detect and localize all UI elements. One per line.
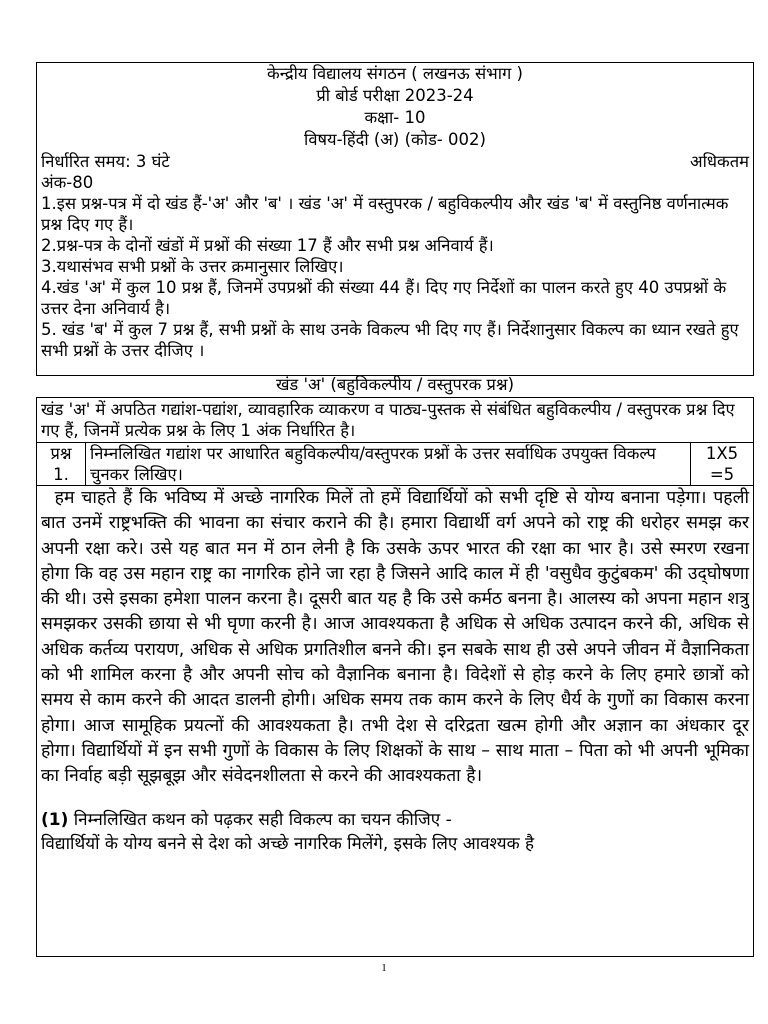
org-title: केन्द्रीय विद्यालय संगठन ( लखनऊ संभाग ) — [267, 64, 523, 83]
sub-question-statement: विद्यार्थियों के योग्य बनने से देश को अच्छे नागरिक मिलेंगे, इसके लिए आवश्यक है — [41, 833, 535, 854]
page-number: 1 — [381, 962, 387, 974]
instruction-4: 4.खंड 'अ' में कुल 10 प्रश्न हैं, जिनमें उपप्रश्नों की संख्या 44 हैं। दिए गए निर्देशों का पालन करते हुए 40 उपप्रश्नों के उत्तर देना अनिवार्य है। — [41, 278, 727, 318]
instruction-3: 3.यथासंभव सभी प्रश्नों के उत्तर क्रमानुसार लिखिए। — [41, 257, 344, 276]
spacer — [37, 790, 753, 808]
section-a-note: खंड 'अ' में अपठित गद्यांश-पद्यांश, व्यावहारिक व्याकरण व पाठ्य-पुस्तक से संबंधित बहुविकल्पीय / वस्तुपरक प्रश्न दिए गए हैं, जिनमें प्रत्येक प्रश्न के लिए 1 अंक निर्धारित है। — [41, 400, 735, 440]
max-label: अधिकतम — [690, 152, 749, 171]
question-number: 1. — [53, 465, 69, 484]
marks-bottom: =5 — [709, 465, 735, 484]
subject-label: विषय-हिंदी (अ) (कोड- 002) — [304, 130, 486, 149]
question-marks-cell — [690, 443, 753, 485]
time-label: निर्धारित समय: 3 घंटे — [41, 152, 170, 171]
passage-text: हम चाहते हैं कि भविष्य में अच्छे नागरिक मिलें तो हमें विद्यार्थियों को सभी दृष्टि से योग्य बनाना पड़ेगा। पहली बात उनमें राष्ट्रभक्ति की भावना का संचार कराने की है। हमारा विद्यार्थी वर्ग अपने को राष्ट्र की धरोहर समझ कर अपनी रक्षा करे। उसे यह बात मन में ठान लेनी है कि उसके ऊपर भारत की रक्षा का भार है। उसे स्मरण रखना होगा कि वह उस महान राष्ट्र का नागरिक होने जा रहा है जिसने आदि काल में ही 'वसुधैव कुटुंबकम' की उद्‌घोषणा की थी। उसे इसका हमेशा पालन करना है। दूसरी बात यह है कि उसे कर्मठ बनना है। आलस्य को अपना महान शत्रु समझकर उसकी छाया से भी घृणा करनी है। आज आवश्यकता है अधिक से अधिक उत्पादन करने की, अधिक से अधिक कर्तव्य परायण, अधिक से अधिक प्रगतिशील बनने की। इन सबके साथ ही उसे अपने जीवन में वैज्ञानिकता को भी शामिल करना है और अपनी सोच को वैज्ञानिक बनाना है। विदेशों से होड़ करने के लिए हमारे छात्रों को समय से काम करने की आदत डालनी होगी। अधिक समय तक काम करने के लिए धैर्य के गुणों का विकास करना होगा। आज सामूहिक प्रयत्नों की आवश्यकता है। तभी देश से दरिद्रता खत्म होगी और अज्ञान का अंधकार दूर होगा। विद्यार्थियों में इन सभी गुणों के विकास के लिए शिक्षकों के साथ – साथ माता – पिता को भी अपनी भूमिका का निर्वाह बड़ी सूझबूझ और संवेदनशीलता से करने की आवश्यकता है। — [41, 488, 755, 787]
sub-question-1 — [37, 808, 753, 832]
exam-header-box — [36, 62, 754, 376]
instruction-1: 1.इस प्रश्न-पत्र में दो खंड हैं-'अ' और 'ब' । खंड 'अ' में वस्तुपरक / बहुविकल्पीय और खंड 'ब' में वस्तुनिष्ठ वर्णनात्मक प्रश्न दिए गए हैं। — [41, 194, 729, 234]
section-a-title: खंड 'अ' (बहुविकल्पीय / वस्तुपरक प्रश्न) — [275, 375, 515, 394]
marks-label: अंक-80 — [41, 173, 94, 192]
question-number-cell — [37, 443, 86, 485]
time-marks-row — [37, 151, 753, 172]
passage-container — [37, 485, 753, 856]
question-1-row — [37, 442, 753, 485]
marks-top: 1X5 — [705, 444, 739, 463]
class-label: कक्षा- 10 — [364, 108, 426, 127]
sub-question-number: (1) — [41, 809, 69, 830]
section-a-box — [36, 397, 754, 957]
question-instruction: निम्नलिखित गद्यांश पर आधारित बहुविकल्पीय/वस्तुपरक प्रश्नों के उत्तर सर्वाधिक उपयुक्त विकल्प चुनकर लिखिए। — [90, 444, 656, 484]
sub-question-prompt: निम्नलिखित कथन को पढ़कर सही विकल्प का चयन कीजिए - — [68, 809, 452, 830]
question-label: प्रश्न — [50, 444, 72, 463]
exam-title: प्री बोर्ड परीक्षा 2023-24 — [316, 86, 474, 105]
instruction-5: 5. खंड 'ब' में कुल 7 प्रश्न हैं, सभी प्रश्नों के साथ उनके विकल्प भी दिए गए हैं। निर्देशानुसार विकल्प का ध्यान रखते हुए सभी प्रश्नों के उत्तर दीजिए । — [41, 320, 739, 360]
instruction-2: 2.प्रश्न-पत्र के दोनों खंडों में प्रश्नों की संख्या 17 हैं और सभी प्रश्न अनिवार्य हैं। — [41, 236, 494, 255]
